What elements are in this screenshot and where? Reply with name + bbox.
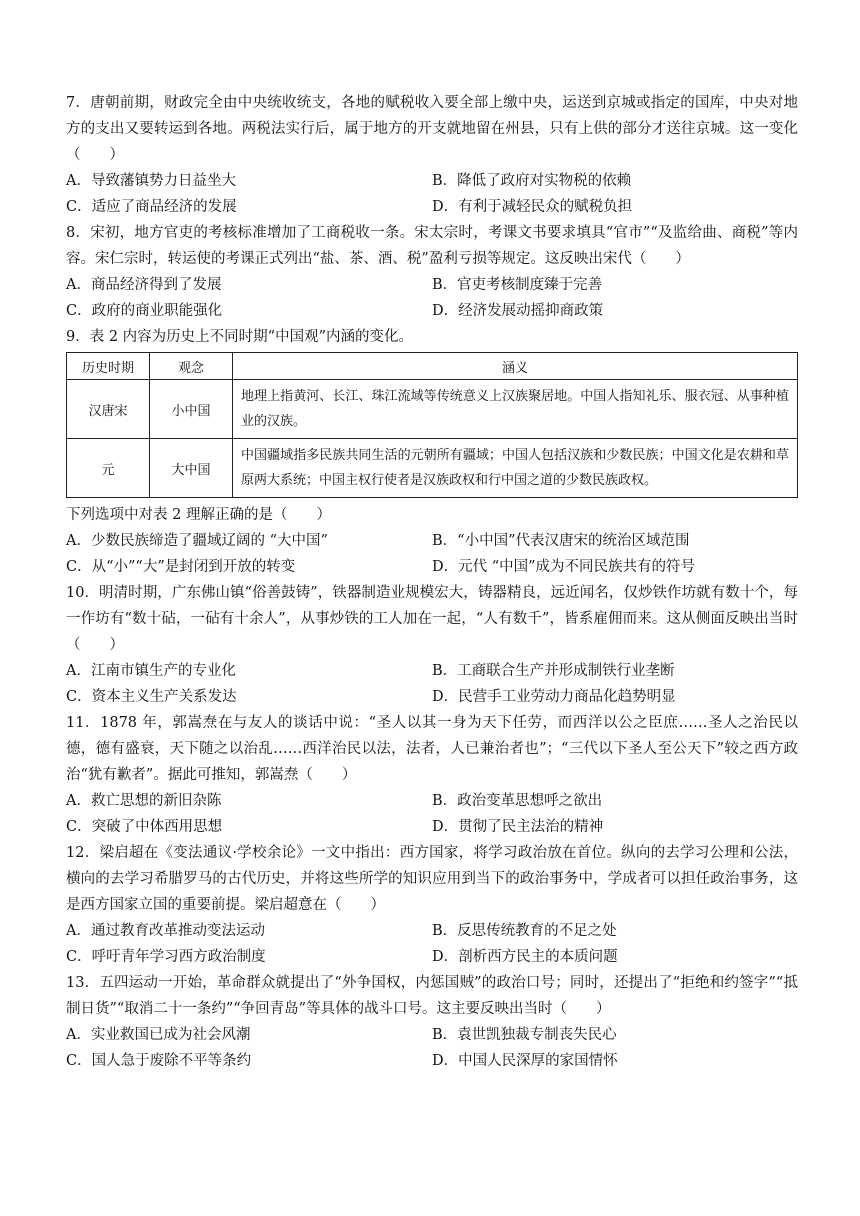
options <box>66 658 798 710</box>
table-header-row <box>67 353 798 380</box>
question-11 <box>66 710 798 840</box>
options <box>66 788 798 840</box>
question-7 <box>66 90 798 220</box>
option-c[interactable]: C．适应了商品经济的发展 <box>66 199 237 215</box>
option-b[interactable]: B．袁世凯独裁专制丧失民心 <box>432 1027 617 1043</box>
option-c[interactable]: C．呼吁青年学习西方政治制度 <box>66 949 266 965</box>
option-d[interactable]: D．经济发展动摇抑商政策 <box>432 303 604 319</box>
question-9 <box>66 324 798 580</box>
question-stem: 13．五四运动一开始，革命群众就提出了“外争国权，内惩国贼”的政治口号；同时，还提出了“拒绝和约签字”“抵制日货”“取消二十一条约”“争回青岛”等具体的战斗口号。这主要反映出当时（ ） <box>66 975 798 1017</box>
cell-meaning: 地理上指黄河、长江、珠江流域等传统意义上汉族聚居地。中国人指知礼乐、服衣冠、从事种植业的汉族。 <box>233 380 798 439</box>
cell-concept: 大中国 <box>150 439 233 498</box>
options <box>66 168 798 220</box>
header-concept: 观念 <box>150 353 233 380</box>
option-c[interactable]: C．突破了中体西用思想 <box>66 819 223 835</box>
question-stem: 11．1878 年，郭嵩焘在与友人的谈话中说：“圣人以其一身为天下任劳，而西洋以公之臣庶……圣人之治民以德，德有盛衰，天下随之以治乱……西洋治民以法，法者，人已兼治者也”；“三代以下圣人至公天下”较之西方政治“犹有歉者”。据此可推知，郭嵩焘（ ） <box>66 715 798 783</box>
options <box>66 918 798 970</box>
question-stem: 12．梁启超在《变法通议·学校余论》一文中指出：西方国家，将学习政治放在首位。纵向的去学习公理和公法，横向的去学习希腊罗马的古代历史，并将这些所学的知识应用到当下的政治事务中，学成者可以担任政治事务，这是西方国家立国的重要前提。梁启超意在（ ） <box>66 845 798 913</box>
option-a[interactable]: A．少数民族缔造了疆域辽阔的 “大中国” <box>66 533 328 549</box>
question-12 <box>66 840 798 970</box>
table-2 <box>66 352 798 498</box>
option-d[interactable]: D．贯彻了民主法治的精神 <box>432 819 604 835</box>
options <box>66 1022 798 1074</box>
option-c[interactable]: C．政府的商业职能强化 <box>66 303 223 319</box>
options <box>66 272 798 324</box>
cell-period: 汉唐宋 <box>67 380 150 439</box>
question-10 <box>66 580 798 710</box>
question-stem: 9．表 2 内容为历史上不同时期“中国观”内涵的变化。 <box>66 329 413 345</box>
cell-period: 元 <box>67 439 150 498</box>
question-stem: 8．宋初，地方官吏的考核标准增加了工商税收一条。宋太宗时，考课文书要求填具“官市”“及监给曲、商税”等内容。宋仁宗时，转运使的考课正式列出“盐、茶、酒、税”盈利亏损等规定。这反映出宋代（ ） <box>66 225 798 267</box>
table-row <box>67 439 798 498</box>
option-a[interactable]: A．救亡思想的新旧杂陈 <box>66 793 222 809</box>
option-d[interactable]: D．民营手工业劳动力商品化趋势明显 <box>432 689 676 705</box>
option-c[interactable]: C．资本主义生产关系发达 <box>66 689 237 705</box>
option-b[interactable]: B．工商联合生产并形成制铁行业垄断 <box>432 663 675 679</box>
question-prompt: 下列选项中对表 2 理解正确的是（ ） <box>66 507 331 523</box>
question-stem: 7．唐朝前期，财政完全由中央统收统支，各地的赋税收入要全部上缴中央，运送到京城或指定的国库，中央对地方的支出又要转运到各地。两税法实行后，属于地方的开支就地留在州县，只有上供的部分才送往京城。这一变化（ ） <box>66 95 798 163</box>
option-b[interactable]: B．官吏考核制度臻于完善 <box>432 277 603 293</box>
cell-concept: 小中国 <box>150 380 233 439</box>
option-d[interactable]: D．元代 “中国”成为不同民族共有的符号 <box>432 559 696 575</box>
option-d[interactable]: D．中国人民深厚的家国情怀 <box>432 1053 618 1069</box>
option-a[interactable]: A．通过教育改革推动变法运动 <box>66 923 265 939</box>
header-meaning: 涵义 <box>233 353 798 380</box>
option-c[interactable]: C．国人急于废除不平等条约 <box>66 1053 252 1069</box>
option-a[interactable]: A．实业救国已成为社会风潮 <box>66 1027 251 1043</box>
option-d[interactable]: D．有利于减轻民众的赋税负担 <box>432 199 633 215</box>
option-d[interactable]: D．剖析西方民主的本质问题 <box>432 949 618 965</box>
options <box>66 528 798 580</box>
question-8 <box>66 220 798 324</box>
option-a[interactable]: A．商品经济得到了发展 <box>66 277 222 293</box>
option-c[interactable]: C．从“小”“大”是封闭到开放的转变 <box>66 559 296 575</box>
option-a[interactable]: A．江南市镇生产的专业化 <box>66 663 236 679</box>
question-13 <box>66 970 798 1074</box>
question-stem: 10．明清时期，广东佛山镇“俗善鼓铸”，铁器制造业规模宏大，铸器精良，远近闻名，仅炒铁作坊就有数十个，每一作坊有“数十砧，一砧有十余人”，从事炒铁的工人加在一起，“人有数千”，皆系雇佣而来。这从侧面反映出当时（ ） <box>66 585 798 653</box>
option-b[interactable]: B．政治变革思想呼之欲出 <box>432 793 603 809</box>
exam-page <box>66 90 798 1074</box>
option-b[interactable]: B．“小中国”代表汉唐宋的统治区域范围 <box>432 533 690 549</box>
option-b[interactable]: B．反思传统教育的不足之处 <box>432 923 617 939</box>
header-period: 历史时期 <box>67 353 150 380</box>
option-b[interactable]: B．降低了政府对实物税的依赖 <box>432 173 632 189</box>
option-a[interactable]: A．导致藩镇势力日益坐大 <box>66 173 236 189</box>
table-row <box>67 380 798 439</box>
cell-meaning: 中国疆域指多民族共同生活的元朝所有疆域；中国人包括汉族和少数民族；中国文化是农耕和草原两大系统；中国主权行使者是汉族政权和行中国之道的少数民族政权。 <box>233 439 798 498</box>
